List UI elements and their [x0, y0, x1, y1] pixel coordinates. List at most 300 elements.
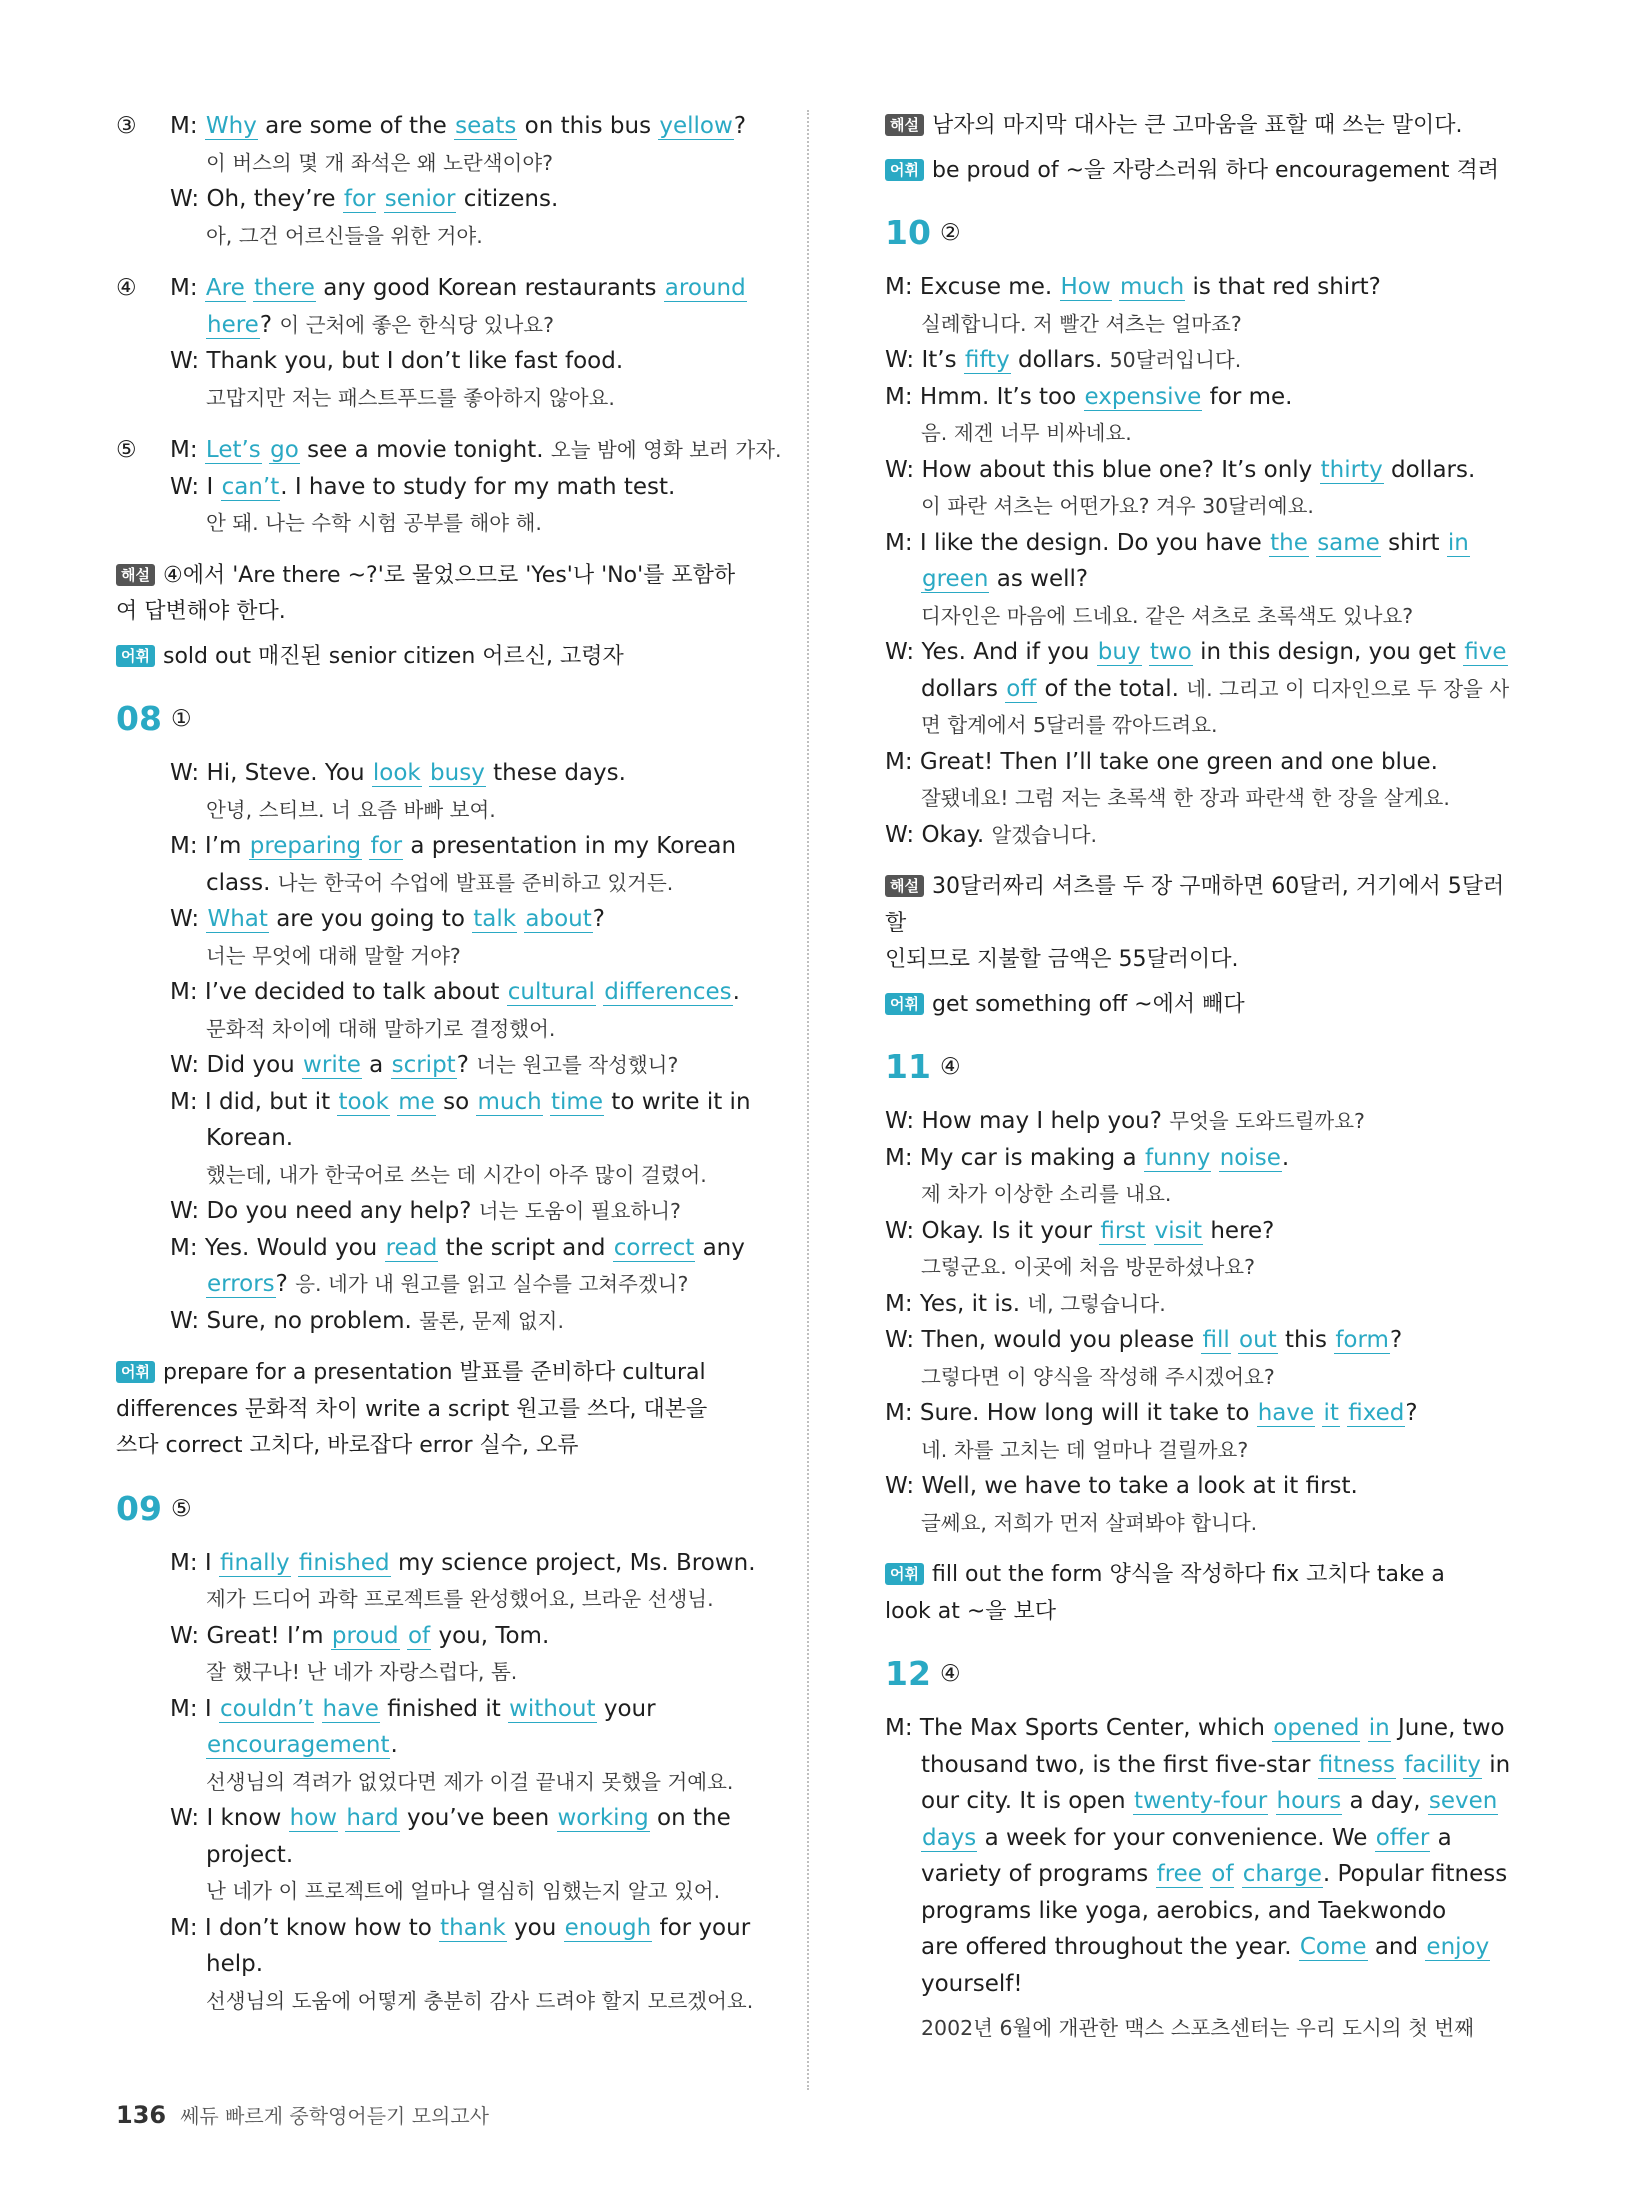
dialogue-line: [116, 270, 776, 307]
dialogue-line: [116, 1120, 776, 1157]
translation-text: 네, 그렇습니다.: [1027, 1291, 1166, 1316]
dialogue-line: [885, 1856, 1515, 1893]
dialogue-text: are some of the: [257, 113, 455, 139]
answer-blank: yellow: [659, 113, 733, 139]
dialogue-text: shirt: [1380, 529, 1447, 556]
dialogue-line: [116, 792, 776, 829]
answer-blank: much: [1120, 274, 1185, 300]
dialogue-line: [885, 1468, 1515, 1505]
note-badge: 어휘: [116, 645, 155, 667]
note-text: 인되므로 지불할 금액은 55달러이다.: [885, 947, 1239, 972]
dialogue-text: W: Did you: [170, 1052, 303, 1078]
dialogue-line: [885, 1893, 1515, 1930]
dialogue-line: [885, 452, 1515, 489]
answer-blank: What: [207, 906, 268, 932]
explanation-note: [885, 869, 1515, 942]
dialogue-line: [116, 1581, 776, 1618]
answer-blank: senior: [384, 186, 456, 212]
answer-blank: opened: [1273, 1715, 1360, 1741]
answer-blank: took: [338, 1088, 389, 1115]
dialogue-line: [116, 307, 776, 344]
dialogue-text: W: Sure, no problem.: [170, 1307, 420, 1334]
explanation-note: [116, 1392, 776, 1429]
dialogue-text: M: I’ve decided to talk about: [170, 979, 507, 1005]
answer-blank: there: [254, 275, 315, 301]
dialogue-text: dollars.: [1383, 456, 1476, 483]
dialogue-text: M:: [170, 113, 205, 139]
answer-blank: write: [303, 1052, 361, 1078]
answer-mark: ④: [940, 1054, 961, 1080]
note-text: 여 답변해야 한다.: [116, 599, 286, 624]
explanation-note: [116, 594, 776, 631]
dialogue-line: [885, 634, 1515, 671]
dialogue-text: W: Oh, they’re: [170, 186, 343, 212]
note-text: 남자의 마지막 대사는 큰 고마움을 표할 때 쓰는 말이다.: [931, 113, 1463, 138]
spacer: [885, 145, 1515, 153]
dialogue-text: M: Sure. How long will it take to: [885, 1400, 1257, 1426]
answer-blank: days: [922, 1824, 977, 1851]
dialogue-text: M: I don’t know how to: [170, 1914, 440, 1941]
dialogue-line: [116, 380, 776, 417]
dialogue-text: 선생님의 격려가 없었다면 제가 이걸 끝내지 못했을 거예요.: [206, 1769, 734, 1794]
explanation-note: [116, 1355, 776, 1392]
answer-blank: thirty: [1320, 456, 1383, 483]
dialogue-text: you’ve been: [399, 1805, 557, 1831]
answer-blank: buy: [1097, 639, 1141, 665]
answer-blank: have: [322, 1695, 379, 1722]
dialogue-text: 너는 무엇에 대해 말할 거야?: [206, 943, 461, 968]
answer-blank: seats: [455, 113, 517, 139]
dialogue-line: [116, 938, 776, 975]
book-title: 쎄듀 빠르게 중학영어듣기 모의고사: [180, 2104, 489, 2128]
dialogue-line: [885, 1820, 1515, 1857]
translation-text: 응. 네가 내 원고를 읽고 실수를 고쳐주겠니?: [295, 1272, 689, 1296]
column-divider: [807, 110, 809, 2090]
dialogue-text: of the total.: [1037, 675, 1187, 702]
dialogue-text: 잘 했구나! 난 네가 자랑스럽다, 톰.: [206, 1660, 518, 1684]
explanation-note: [116, 639, 776, 676]
translation-text: 오늘 밤에 영화 보러 가자.: [550, 438, 782, 462]
note-badge: 어휘: [885, 159, 924, 181]
dialogue-text: [1231, 1327, 1238, 1353]
dialogue-text: ?: [456, 1052, 477, 1078]
spacer: [885, 1702, 1515, 1710]
answer-blank: fitness: [1318, 1751, 1395, 1778]
note-badge: 해설: [885, 875, 924, 897]
dialogue-text: are you going to: [268, 906, 473, 932]
answer-blank: How: [1060, 274, 1111, 300]
spacer: [116, 1465, 776, 1481]
explanation-note: [885, 987, 1515, 1024]
dialogue-text: Korean.: [206, 1125, 294, 1151]
answer-blank: form: [1335, 1327, 1389, 1353]
note-text: prepare for a presentation 발표를 준비하다 cultural: [162, 1360, 706, 1385]
dialogue-text: M: I: [170, 1549, 219, 1576]
answer-blank: cultural: [507, 979, 595, 1005]
problem-heading: [116, 1481, 776, 1537]
dialogue-text: W: Okay. Is it your: [885, 1217, 1100, 1244]
dialogue-text: my science project, Ms. Brown.: [390, 1549, 756, 1576]
answer-blank: two: [1149, 639, 1192, 665]
spacer: [885, 1023, 1515, 1039]
dialogue-text: [246, 275, 253, 301]
dialogue-text: [543, 1089, 550, 1115]
answer-blank: thank: [440, 1914, 506, 1941]
spacer: [116, 254, 776, 270]
dialogue-line: [885, 1359, 1515, 1396]
spacer: [116, 1339, 776, 1355]
dialogue-text: here?: [1203, 1217, 1275, 1244]
problem-number: 12: [885, 1654, 931, 1693]
note-text: look at ~을 보다: [885, 1598, 1057, 1624]
dialogue-line: [116, 755, 776, 792]
dialogue-text: W: I: [170, 473, 221, 500]
dialogue-text: W: Great! I’m: [170, 1622, 331, 1649]
answer-blank: in: [1368, 1715, 1390, 1741]
dialogue-text: ?: [1405, 1400, 1418, 1426]
dialogue-line: [116, 145, 776, 182]
dialogue-text: a week for your convenience. We: [977, 1824, 1375, 1851]
explanation-note: [885, 1557, 1515, 1594]
dialogue-line: [885, 671, 1515, 708]
dialogue-text: [1146, 1218, 1153, 1244]
answer-blank: first: [1100, 1217, 1146, 1244]
dialogue-text: 안녕, 스티브. 너 요즘 바빠 보여.: [206, 797, 496, 822]
dialogue-text: citizens.: [456, 186, 559, 212]
answer-blank: of: [407, 1622, 431, 1649]
dialogue-line: [116, 181, 776, 218]
dialogue-line: [116, 432, 782, 469]
note-text: get something off ~에서 빼다: [931, 991, 1245, 1017]
answer-blank: free: [1156, 1861, 1202, 1887]
dialogue-line: [116, 901, 776, 938]
explanation-note: [116, 558, 776, 595]
explanation-note: [885, 108, 1515, 145]
dialogue-text: ?: [275, 1271, 296, 1297]
dialogue-text: project.: [206, 1841, 294, 1868]
dialogue-line: [885, 1249, 1515, 1286]
answer-blank: can’t: [221, 473, 280, 500]
dialogue-text: dollars.: [1010, 347, 1110, 373]
answer-blank: it: [1323, 1400, 1339, 1426]
dialogue-line: [116, 1837, 776, 1874]
answer-blank: talk: [473, 906, 517, 932]
dialogue-line: [885, 1322, 1515, 1359]
answer-mark: ①: [171, 706, 192, 732]
spacer: [116, 631, 776, 639]
explanation-note: [885, 1594, 1515, 1631]
dialogue-text: dollars: [921, 675, 1006, 702]
dialogue-line: [116, 1011, 776, 1048]
answer-blank: the: [1270, 529, 1308, 556]
explanation-note: [885, 942, 1515, 979]
dialogue-line: [885, 561, 1515, 598]
spacer: [885, 261, 1515, 269]
dialogue-text: M: I did, but it: [170, 1088, 338, 1115]
dialogue-line: [116, 1764, 776, 1801]
dialogue-text: help.: [206, 1951, 264, 1977]
answer-blank: Are: [205, 275, 245, 301]
answer-blank: charge: [1242, 1861, 1322, 1887]
answer-blank: go: [270, 437, 299, 463]
dialogue-text: W: How about this blue one? It’s only: [885, 456, 1320, 483]
dialogue-text: M: Excuse me.: [885, 274, 1060, 300]
dialogue-text: M: The Max Sports Center, which: [885, 1715, 1273, 1741]
answer-blank: green: [922, 566, 989, 592]
answer-blank: noise: [1219, 1144, 1281, 1171]
dialogue-text: [1268, 1788, 1275, 1814]
answer-blank: fixed: [1348, 1400, 1405, 1426]
answer-blank: offer: [1375, 1824, 1430, 1851]
answer-blank: have: [1257, 1400, 1315, 1426]
dialogue-text: 제 차가 이상한 소리를 내요.: [921, 1182, 1172, 1206]
spacer: [885, 1541, 1515, 1557]
dialogue-line: [116, 1047, 776, 1084]
dialogue-text: W: Okay.: [885, 821, 992, 848]
dialogue-text: [1360, 1715, 1367, 1741]
dialogue-line: [885, 379, 1515, 416]
dialogue-text: M: I’m: [170, 833, 249, 859]
answer-blank: how: [289, 1805, 338, 1831]
dialogue-text: in: [1481, 1751, 1511, 1778]
dialogue-line: [885, 488, 1515, 525]
dialogue-text: 그렇다면 이 양식을 작성해 주시겠어요?: [921, 1364, 1275, 1389]
answer-blank: correct: [613, 1234, 695, 1261]
problem-heading: [885, 1039, 1515, 1095]
dialogue-text: see a movie tonight.: [299, 437, 551, 463]
dialogue-text: thousand two, is the first five-star: [921, 1751, 1318, 1778]
dialogue-line: [116, 1157, 776, 1194]
dialogue-text: 안 돼. 나는 수학 시험 공부를 해야 해.: [206, 511, 542, 535]
dialogue-text: [1211, 1145, 1218, 1171]
dialogue-text: on this bus: [517, 113, 659, 139]
dialogue-line: [116, 1618, 776, 1655]
answer-blank: here: [207, 311, 259, 338]
dialogue-line: [116, 1873, 776, 1910]
answer-blank: in: [1447, 529, 1469, 556]
dialogue-line: [885, 817, 1515, 854]
answer-blank: facility: [1404, 1751, 1481, 1778]
dialogue-line: [116, 1910, 776, 1947]
dialogue-text: W: Well, we have to take a look at it first.: [885, 1473, 1358, 1499]
problem-number: 08: [116, 699, 162, 738]
answer-blank: for: [343, 186, 376, 212]
answer-blank: Why: [205, 113, 257, 139]
dialogue-text: 잘됐네요! 그럼 저는 초록색 한 장과 파란색 한 장을 살게요.: [921, 786, 1450, 810]
dialogue-text: 그렇군요. 이곳에 처음 방문하셨나요?: [921, 1255, 1255, 1279]
answer-blank: me: [398, 1088, 435, 1115]
right-column: [885, 108, 1515, 2047]
note-badge: 해설: [885, 114, 924, 136]
dialogue-line: [116, 1545, 776, 1582]
dialogue-text: 디자인은 마음에 드네요. 같은 셔츠로 초록색도 있나요?: [921, 603, 1414, 628]
dialogue-line: [885, 780, 1515, 817]
answer-blank: Come: [1299, 1934, 1367, 1960]
note-badge: 해설: [116, 564, 155, 586]
answer-blank: working: [557, 1805, 649, 1831]
answer-blank: look: [372, 760, 421, 786]
dialogue-text: your: [596, 1695, 656, 1722]
dialogue-text: .: [390, 1732, 398, 1758]
dialogue-line: [116, 1303, 776, 1340]
option-number: ④: [116, 275, 137, 301]
dialogue-text: 이 파란 셔츠는 어떤가요? 겨우 30달러예요.: [921, 494, 1314, 518]
dialogue-text: yourself!: [921, 1970, 1023, 1997]
dialogue-text: W: Do you need any help?: [170, 1198, 479, 1224]
answer-blank: off: [1006, 675, 1037, 702]
dialogue-text: any good Korean restaurants: [315, 275, 664, 301]
dialogue-line: [885, 1213, 1515, 1250]
answer-blank: hard: [346, 1805, 399, 1831]
problem-number: 09: [116, 1488, 162, 1528]
option-number: ③: [116, 113, 137, 139]
dialogue-line: [885, 598, 1515, 635]
explanation-note: [116, 1428, 776, 1465]
answer-mark: ②: [940, 220, 961, 246]
translation-text: 이 근처에 좋은 한식당 있나요?: [279, 312, 554, 337]
spacer: [116, 675, 776, 691]
dialogue-line: [885, 1966, 1515, 2003]
dialogue-line: [885, 1286, 1515, 1323]
problem-heading: [116, 691, 776, 747]
dialogue-text: are offered throughout the year.: [921, 1934, 1299, 1960]
dialogue-text: so: [435, 1088, 477, 1115]
dialogue-text: 선생님의 도움에 어떻게 충분히 감사 드려야 할지 모르겠어요.: [206, 1988, 754, 2013]
dialogue-text: 음. 제겐 너무 비싸네요.: [921, 421, 1132, 445]
answer-blank: enough: [564, 1914, 652, 1941]
dialogue-text: M:: [170, 275, 205, 301]
dialogue-line: [885, 269, 1515, 306]
answer-blank: hours: [1276, 1788, 1342, 1814]
dialogue-text: M:: [170, 437, 205, 463]
answer-blank: about: [525, 906, 592, 932]
translation-text: 너는 원고를 작성했니?: [476, 1053, 679, 1077]
dialogue-text: a: [361, 1052, 391, 1078]
dialogue-text: 네. 차를 고치는 데 얼마나 걸릴까요?: [921, 1437, 1249, 1462]
dialogue-text: 고맙지만 저는 패스트푸드를 좋아하지 않아요.: [206, 385, 615, 410]
problem-heading: [885, 205, 1515, 261]
note-text: 쓰다 correct 고치다, 바로잡다 error 실수, 오류: [116, 1433, 579, 1458]
dialogue-text: W: I know: [170, 1805, 289, 1831]
dialogue-text: these days.: [485, 760, 626, 786]
dialogue-line: [885, 342, 1515, 379]
dialogue-line: [116, 1230, 776, 1267]
dialogue-line: [116, 469, 776, 506]
answer-blank: of: [1211, 1861, 1234, 1887]
dialogue-line: [116, 1800, 776, 1837]
left-column: [116, 108, 782, 2019]
translation-text: 알겠습니다.: [991, 822, 1098, 847]
translation-text: 50달러입니다.: [1109, 348, 1242, 372]
answer-blank: fifty: [964, 347, 1010, 373]
dialogue-line: [116, 218, 776, 255]
answer-blank: script: [391, 1052, 456, 1078]
spacer: [885, 2002, 1515, 2010]
dialogue-line: [116, 1727, 776, 1764]
dialogue-line: [885, 1747, 1515, 1784]
answer-blank: twenty-four: [1133, 1788, 1268, 1814]
note-badge: 어휘: [885, 1563, 924, 1585]
dialogue-line: [885, 306, 1515, 343]
dialogue-text: the script and: [438, 1234, 613, 1261]
dialogue-text: [1112, 274, 1119, 300]
answer-mark: ④: [940, 1661, 961, 1687]
dialogue-text: [422, 760, 429, 786]
dialogue-text: in this design, you get: [1192, 639, 1464, 665]
dialogue-text: [262, 437, 269, 463]
dialogue-text: ?: [592, 906, 605, 932]
dialogue-text: 문화적 차이에 대해 말하기로 결정했어.: [206, 1016, 556, 1041]
dialogue-text: ?: [733, 113, 747, 139]
dialogue-text: W: How may I help you?: [885, 1108, 1170, 1134]
dialogue-text: 2002년 6월에 개관한 맥스 스포츠센터는 우리 도시의 첫 번째: [921, 2016, 1475, 2040]
dialogue-line: [885, 707, 1515, 744]
dialogue-text: and: [1367, 1934, 1426, 1960]
answer-blank: expensive: [1084, 383, 1202, 410]
dialogue-text: W: Then, would you please: [885, 1327, 1202, 1353]
dialogue-line: [116, 505, 776, 542]
dialogue-text: M: Yes, it is.: [885, 1290, 1028, 1317]
answer-blank: much: [477, 1088, 542, 1115]
dialogue-text: 했는데, 내가 한국어로 쓰는 데 시간이 아주 많이 걸렸어.: [206, 1162, 707, 1187]
dialogue-text: 난 네가 이 프로젝트에 얼마나 열심히 임했는지 알고 있어.: [206, 1879, 721, 1903]
dialogue-text: class.: [206, 869, 278, 896]
dialogue-text: 실례합니다. 저 빨간 셔츠는 얼마죠?: [921, 311, 1242, 336]
dialogue-text: as well?: [989, 566, 1089, 592]
dialogue-line: [885, 1783, 1515, 1820]
option-number: ⑤: [116, 437, 137, 463]
dialogue-text: . Popular fitness: [1322, 1861, 1508, 1887]
problem-number: 11: [885, 1047, 931, 1086]
spacer: [885, 979, 1515, 987]
translation-text: 네. 그리고 이 디자인으로 두 장을 사: [1186, 676, 1510, 701]
dialogue-line: [116, 1691, 776, 1728]
dialogue-text: to write it in: [603, 1088, 751, 1115]
dialogue-text: this: [1277, 1327, 1335, 1353]
dialogue-text: [400, 1623, 407, 1649]
page-footer: [116, 2100, 489, 2129]
dialogue-line: [885, 415, 1515, 452]
note-badge: 어휘: [885, 993, 924, 1015]
dialogue-text: any: [695, 1234, 745, 1261]
dialogue-text: June, two: [1390, 1715, 1505, 1741]
answer-blank: encouragement: [207, 1732, 390, 1758]
dialogue-text: you: [506, 1914, 564, 1941]
note-text: sold out 매진된 senior citizen 어르신, 고령자: [162, 643, 624, 669]
answer-blank: for: [370, 833, 403, 859]
dialogue-text: M: My car is making a: [885, 1144, 1144, 1171]
note-badge: 어휘: [116, 1361, 155, 1383]
dialogue-line: [116, 1193, 776, 1230]
dialogue-text: variety of programs: [921, 1861, 1156, 1887]
spacer: [116, 747, 776, 755]
dialogue-text: is that red shirt?: [1185, 274, 1381, 300]
note-text: ④에서 'Are there ~?'로 물었으므로 'Yes'나 'No'를 포함하: [162, 562, 736, 588]
dialogue-text: W: Yes. And if you: [885, 639, 1097, 665]
dialogue-text: [376, 186, 383, 212]
dialogue-text: M: Great! Then I’ll take one green and one blue.: [885, 748, 1438, 775]
spacer: [885, 853, 1515, 869]
dialogue-text: [314, 1696, 321, 1722]
dialogue-text: M: Yes. Would you: [170, 1234, 385, 1261]
dialogue-text: on the: [649, 1805, 731, 1831]
problem-number: 10: [885, 213, 931, 252]
dialogue-text: ?: [259, 311, 280, 338]
note-text: be proud of ~을 자랑스러워 하다 encouragement 격려: [931, 157, 1500, 183]
dialogue-text: programs like yoga, aerobics, and Taekwondo: [921, 1897, 1447, 1924]
answer-blank: errors: [207, 1271, 275, 1297]
answer-blank: differences: [604, 979, 732, 1005]
